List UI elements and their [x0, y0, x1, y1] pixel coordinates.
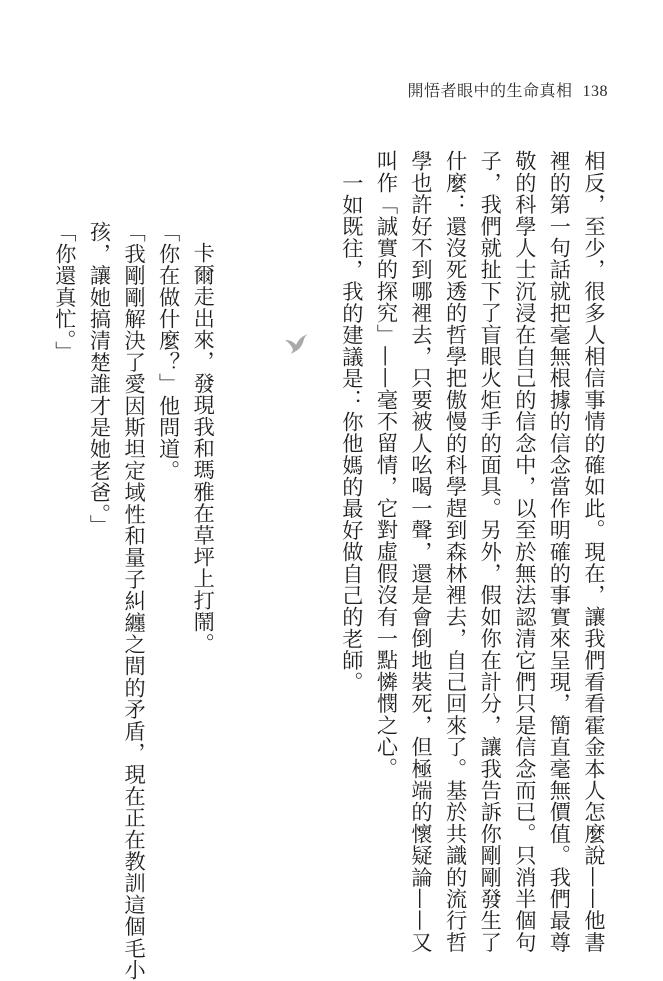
- bird-icon: [284, 332, 310, 356]
- text-column: 相反，至少，很多人相信事情的確如此。現在，讓我們看看霍金本人怎麼說——他書: [582, 150, 607, 953]
- text-column: 卡爾走出來，發現我和瑪雅在草坪上打鬧。: [191, 242, 217, 655]
- chapter-title: 開悟者眼中的生命真相: [407, 81, 573, 100]
- text-column: 敬的科學人士沉浸在自己的信念中，以至於無法認清它們只是信念而已。只消半個句: [512, 150, 538, 953]
- text-column: 「你還真忙。」: [52, 221, 78, 363]
- running-header: [407, 78, 608, 101]
- text-column: 什麼：還沒死透的哲學把傲慢的科學趕到森林裡去，自己回來了。基於共識的流行哲: [443, 150, 469, 953]
- vertical-body-text: [47, 150, 611, 981]
- text-column: 「你在做什麼？」他問道。: [156, 221, 182, 482]
- text-column: 子，我們就扯下了盲眼火炬手的面具。另外，假如你在計分，讓我告訴你剛剛發生了: [478, 150, 504, 953]
- text-column: 裡的第一句話就把毫無根據的信念當作明確的事實來呈現，簡直毫無價值。我們最尊: [547, 150, 573, 953]
- text-column: 「我剛剛解決了愛因斯坦定域性和量子糾纏之間的矛盾，現在正在教訓這個毛小: [122, 221, 148, 981]
- text-column: 孩，讓她搞清楚誰才是她老爸。」: [87, 221, 113, 536]
- section-break: [220, 150, 334, 870]
- text-column: 一如既往，我的建議是：你他媽的最好做自己的老師。: [339, 172, 365, 693]
- text-column: 學也許好不到哪裡去，只要被人吆喝一聲，還是會倒地裝死，但極端的懷疑論——又: [409, 150, 435, 953]
- text-column: 叫作「誠實的探究」——毫不留情，它對虛假沒有一點憐憫之心。: [374, 150, 400, 780]
- page-number: 138: [582, 83, 608, 100]
